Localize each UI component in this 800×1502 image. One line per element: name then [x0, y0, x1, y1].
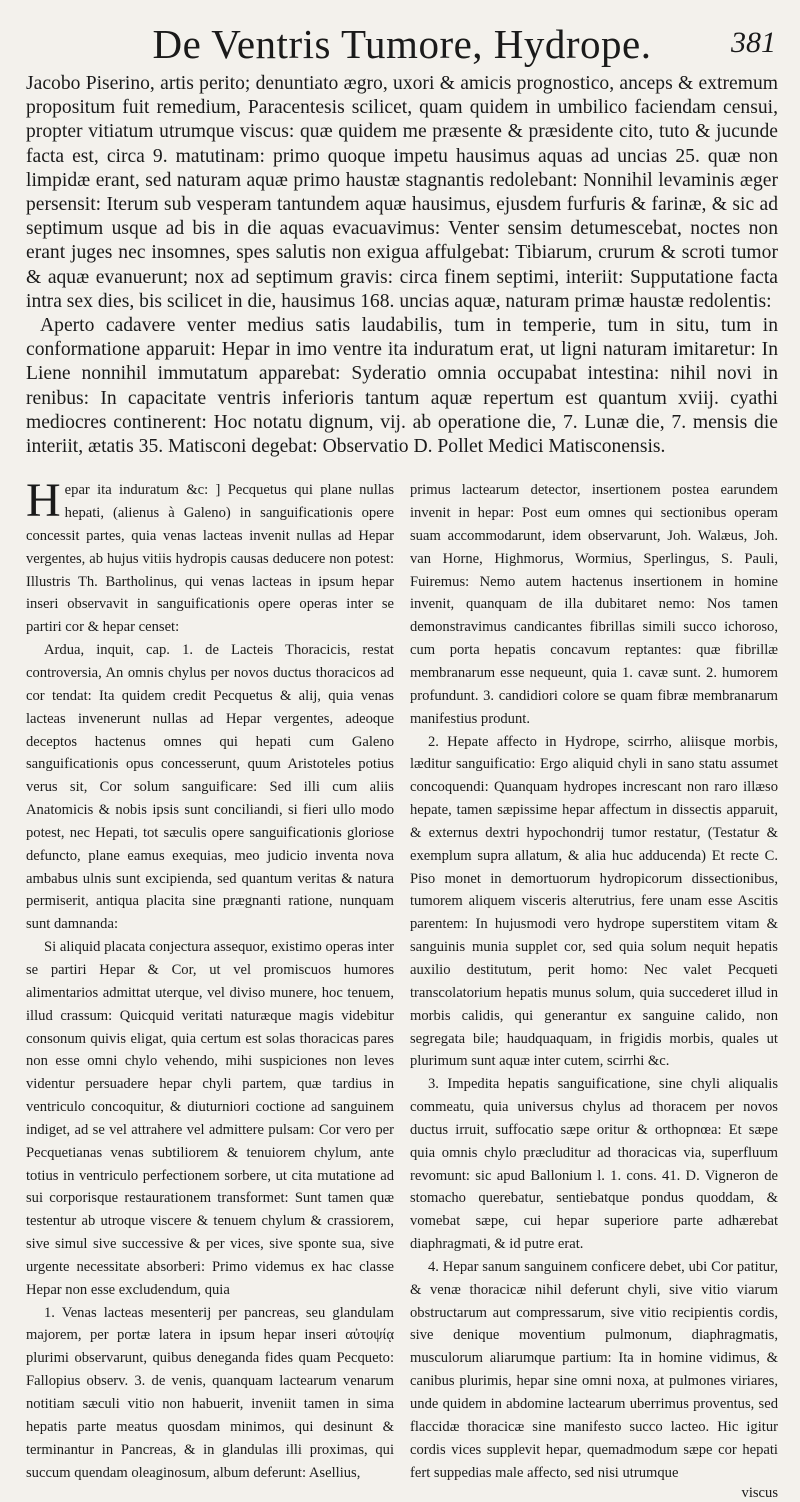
commentary-columns	[26, 474, 778, 1502]
commentary-paragraph: Ardua, inquit, cap. 1. de Lacteis Thoracicis, restat controversia, An omnis chylus per novos ductus thoracicos ad cor tendat: Ita quidem credit Pecquetus & alij, quia venas lacteas invenerunt nullas ad Hepar vergentes, adeoque deceptos hactenus omnes qui hepati cum Galeno sanguificationis opus concesserunt, quum Aristoteles potius verus sit, Cor solum sanguificare: Sed illi cum aliis Anatomicis & nobis ipsis sunt conciliandi, si fieri ullo modo potest, nec Hepati, tot sæculis opere sanguificationis gloriose defuncto, plane eamus exequias, meo judicio inventa nova ambabus ulnis sunt excipienda, sed quantum veritas & natura permiserit, antiqua placita sine prægnanti ratione, nunquam sunt damnanda:	[26, 642, 394, 933]
dropcap: H	[26, 474, 61, 528]
observatio-paragraph: Jacobo Piserino, artis perito; denuntiato ægro, uxori & amicis prognostico, anceps & extremum propositum fuit remedium, Paracentesis scilicet, quam quidem in umbilico faciendam censui, propter vitiatum utrumque viscus: quæ quidem me præsente & præsidente cito, tuto & jucunde facta est, circa 9. matutinam: primo quoque impetu hausimus aquas ad uncias 25. quæ non limpidæ erant, sed naturam aquæ primo haustæ stagnantis redolebant: Nonnihil levaminis æger persensit: Iterum sub vesperam tantundem aquæ hausimus, ejusdem furfuris & farinæ, & sic ad septimum usque ad bis in die aquas evacuavimus: Venter sensim detumescebat, noctes non erant juges nec insomnes, spes salutis non exigua affulgebat: Tibiarum, crurum & scroti tumor & aquæ evanuerunt; nox ad septimum gravis: circa finem septimi, interiit: Supputatione facta intra sex dies, bis scilicet in die, hausimus 168. uncias aquæ, naturam primæ haustæ redolentis:	[26, 73, 778, 312]
commentary-text: epar ita induratum &c: ] Pecquetus qui plane nullas hepati, (alienus à Galeno) in sanguificationis opere concessit partes, quia venas lacteas invenit nullas ad Hepar vergentes, ab hujus vitiis hydropis causas deducere non potest: Illustris Th. Bartholinus, qui venas lacteas in ipsum hepar inseri observavit in sanguificationis opere operas inter se partiri cor & hepar censet:	[26, 482, 394, 636]
commentary-paragraph: primus lactearum detector, insertionem postea earundem invenit in hepar: Post eum omnes qui sectionibus operam suam accommodarunt, idem observarunt, Joh. Walæus, Joh. van Horne, Highmorus, Wormius, Sperlingus, S. Pauli, Fuiremus: Nemo autem hactenus insertionem in homine invenit, quanquam de illa dubitaret nemo: Nos tamen demonstravimus candicantes fibrillas simili succo ichoroso, cum porta hepatis concavum reptantes: quæ fibrillæ membranarum esse nequeunt, quia 1. cavæ sunt. 2. humorem profundunt. 3. candidiori colore se quam fibræ membranarum manifestius produnt.	[410, 482, 778, 727]
observatio-block	[26, 72, 778, 459]
page-header	[26, 14, 778, 67]
catchword: viscus	[741, 1485, 778, 1502]
commentary-paragraph: 3. Impedita hepatis sanguificatione, sine chyli aliqualis commeatu, quia universus chylus ad thoracem per novos ductus irruit, suffocatio sæpe oritur & orthopnœa: Et sæpe quia omnis chylo præcluditur ad thoracicas via, superfluum revomunt: sic apud Ballonium l. 1. cons. 41. D. Vigneron de stomacho querebatur, sentiebatque pondus quoddam, & vomebat sæpe, cui hepar superiore parte adhærebat diaphragmati, & id putre erat.	[410, 1076, 778, 1253]
observatio-paragraph: Aperto cadavere venter medius satis laudabilis, tum in temperie, tum in situ, tum in conformatione apparuit: Hepar in imo ventre ita induratum erat, ut ligni naturam imitaretur: In Liene nonnihil immutatum apparebat: Syderatio omnia occupabat intestina: nihil novi in renibus: In capacitate ventris inferioris tantum aquæ repertum est quantum xviij. cyathi mediocres continerent: Hoc notatu dignum, vij. ab operatione die, 7. Lunæ die, 7. mensis die interiit, ætatis 35. Matisconi degebat: Observatio D. Pollet Medici Matisconensis.	[26, 315, 778, 458]
commentary-paragraph: 4. Hepar sanum sanguinem conficere debet, ubi Cor patitur, & venæ thoracicæ nihil deferunt chyli, sive vitio viarum obstructarum aut compressarum, sive vitio recipientis cordis, sive denique moventium pulmonum, diaphragmatis, musculorum aliarumque partium: Ita in homine vidimus, & canibus plurimis, hepar sine omni noxa, at pulmones viriares, unde quidem in abdomine lactearum uberrimus proventus, sed flaccidæ thoracicæ sine manifesto succo lacteo. Hic igitur cordis vices supplevit hepar, quemadmodum sæpe cor hepati fert suppedias male affecto, sed nisi utrumque	[410, 1258, 778, 1481]
running-title: De Ventris Tumore, Hydrope.	[152, 21, 652, 67]
right-column	[410, 479, 778, 1502]
commentary-paragraph: 1. Venas lacteas mesenterij per pancreas, seu glandulam majorem, per portæ latera in ipsum hepar inseri αὐτοψίᾳ plurimi observarunt, quibus deneganda fides quam Pecqueto: Fallopius observ. 3. de venis, quanquam lactearum venarum notitiam sæculi vitio non habuerit, inveniit tamen in sima hepatis parte meatus quosdam minimos, qui desinunt & terminantur in Pancreas, & in glandulas illi proximas, qui succum quendam oleaginosum, album deferunt: Asellius,	[26, 1304, 394, 1481]
commentary-paragraph: 2. Hepate affecto in Hydrope, scirrho, aliisque morbis, læditur sanguificatio: Ergo aliquid chyli in sano statu assumet concoquendi: Quanquam hydropes increscant non raro illæso hepate, tamen sæpissime hepar affectum in dissectis apparuit, & externus dextri hypochondrij tumor restatur, (Testatur & exemplum supra allatum, & alia huc adducenda) Et recte C. Piso monet in demortuorum hydropicorum dissectionibus, tumorem aliquem visceris alterutrius, fere unam esse Ascitis parentem: In hujusmodi vero hydrope superstitem vitam & sanguinis munia supplet cor, sed quia solum nequit hepatis auxilio destitutum, perit homo: Nec valet Pecqueti transcolatorium hepatis munus solum, quia succederet illud in morbis calidis, qui generantur ex sanguine calido, non segregata bile; haudquaquam, in frigidis morbis, quales ut plurimum sunt aquæ inter cutem, scirrhi &c.	[410, 733, 778, 1070]
commentary-paragraph: Si aliquid placata conjectura assequor, existimo operas inter se partiri Hepar & Cor, ut vel promiscuos humores alimentarios admittat uterque, vel diviso munere, hoc tenuem, illud crassum: Quicquid veritati naturæque magis videbitur consonum quivis eligat, quia certum est solas thoracicas pares non esse omni chylo vehendo, mihi suspiciones non leves videntur persuadere hepar chyli partem, quæ tardius in ventriculo concoquitur, & diuturniori coctione ad sanguinem indiget, ad se vel attrahere vel admittere pulsam: Cor vero per Pecquetianas venas subtiliorem & tenuiorem chylum, ante totius in ventriculo perfectionem sorbere, ut cita mutatione ad sui corporisque restaurationem transformet: Sunt tamen quæ testentur ab utroque viscere & tenuem chylum & crassiorem, sive simul sive successive & per vices, sive sponte sua, sive urgente necessitate absorberi: Primo videmus ex hac classe Hepar non esse excludendum, quia	[26, 939, 394, 1298]
commentary-paragraph	[26, 474, 394, 639]
left-column	[26, 474, 394, 1502]
page-number: 381	[731, 26, 776, 59]
